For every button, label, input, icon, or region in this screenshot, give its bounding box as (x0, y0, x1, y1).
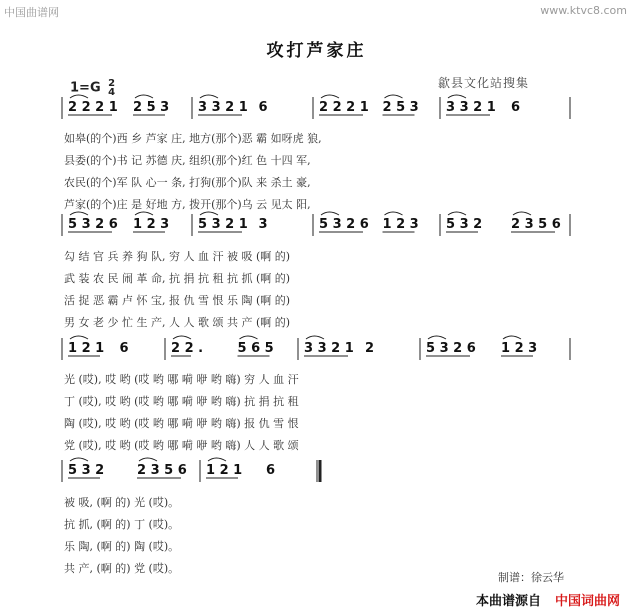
note-group: 6 (266, 463, 276, 478)
watermark-right: www.ktvc8.com (540, 4, 627, 17)
note-group: 6 (511, 100, 521, 115)
footer-site-name: 中国词曲网 (555, 594, 621, 609)
song-title: 攻打芦家庄 (266, 41, 367, 61)
slur (448, 95, 466, 98)
slur (428, 336, 446, 339)
lyric-line: 被 吸, (啊 的) 光 (哎)。 (64, 496, 180, 509)
note-group: 2 2 2 1 (319, 100, 369, 115)
slur (385, 95, 403, 98)
note-group: 5 3 2 (68, 463, 105, 478)
slur (208, 458, 226, 461)
note-group: 1 2 3 (382, 217, 419, 232)
note-group: 5 3 2 (446, 217, 483, 232)
slur (70, 212, 88, 215)
slur (385, 212, 403, 215)
lyric-line: 乐 陶, (啊 的) 陶 (哎)。 (64, 540, 180, 553)
note-group: 2 2 . (171, 341, 204, 356)
note-group: 3 (258, 217, 268, 232)
note-group: 3 3 2 1 (446, 100, 496, 115)
note-group: 2 (365, 341, 375, 356)
note-group: 2 3 5 6 (137, 463, 187, 478)
note-group: 1 2 1 (206, 463, 243, 478)
note-group: 2 5 3 (382, 100, 419, 115)
slur (200, 212, 218, 215)
note-group: 1 2 3 (133, 217, 170, 232)
slur (306, 336, 324, 339)
note-group: 1 2 3 (501, 341, 538, 356)
slur (240, 336, 258, 339)
note-group: 6 (258, 100, 268, 115)
note-group: 3 3 2 1 (304, 341, 354, 356)
lyric-line: 光 (哎), 哎 哟 (哎 哟 哪 嗬 咿 哟 嗨) 穷 人 血 汗 (64, 373, 299, 386)
slur (139, 458, 157, 461)
slur (321, 95, 339, 98)
note-group: 2 5 3 (133, 100, 170, 115)
slur (200, 95, 218, 98)
lyric-line: 抗 抓, (啊 的) 丁 (哎)。 (64, 518, 180, 531)
lyric-line: 县委(的个)书 记 苏德 庆, 组织(那个)红 色 十四 军, (64, 154, 311, 167)
note-group: 2 3 5 6 (511, 217, 561, 232)
lyric-line: 活 捉 恶 霸 卢 怀 宝, 报 仇 雪 恨 乐 陶 (啊 的) (64, 294, 291, 307)
slur (70, 95, 88, 98)
lyric-line: 丁 (哎), 哎 哟 (哎 哟 哪 嗬 咿 哟 嗨) 抗 捐 抗 租 (64, 395, 299, 408)
slur (173, 336, 191, 339)
slur (70, 336, 88, 339)
note-group: 6 (119, 341, 129, 356)
lyric-line: 党 (哎), 哎 哟 (哎 哟 哪 嗬 咿 哟 嗨) 人 人 歌 颂 (64, 439, 299, 452)
arranger-credit: 制谱：徐云华 (498, 571, 564, 584)
lyric-line: 如皋(的个)西 乡 芦家 庄, 地方(那个)恶 霸 如呀虎 狼, (64, 132, 322, 145)
note-group: 1 2 1 (68, 341, 105, 356)
time-numerator: 2 (108, 78, 116, 89)
source-credit: 歙县文化站搜集 (438, 76, 530, 90)
watermark-left: 中国曲谱网 (4, 6, 59, 19)
note-group: 5 3 2 1 (198, 217, 248, 232)
slur (70, 458, 88, 461)
lyric-line: 农民(的个)军 队 心一 条, 打狗(那个)队 来 杀土 豪, (64, 176, 311, 189)
note-group: 5 3 2 6 (426, 341, 476, 356)
note-group: 3 3 2 1 (198, 100, 248, 115)
slur (513, 212, 531, 215)
slur (503, 336, 521, 339)
time-denominator: 4 (108, 87, 116, 98)
footer-source-label: 本曲谱源自 (476, 594, 542, 609)
lyric-line: 男 女 老 少 忙 生 产, 人 人 歌 颂 共 产 (啊 的) (64, 316, 291, 329)
lyric-line: 陶 (哎), 哎 哟 (哎 哟 哪 嗬 咿 哟 嗨) 报 仇 雪 恨 (64, 417, 299, 430)
note-group: 2 2 2 1 (68, 100, 118, 115)
lyric-line: 武 装 农 民 闹 革 命, 抗 捐 抗 租 抗 抓 (啊 的) (64, 272, 291, 285)
note-group: 5 3 2 6 (319, 217, 369, 232)
lyric-line: 勾 结 官 兵 养 狗 队, 穷 人 血 汗 被 吸 (啊 的) (64, 250, 291, 263)
note-group: 5 6 5 (237, 341, 274, 356)
lyric-line: 共 产, (啊 的) 党 (哎)。 (64, 562, 180, 575)
slur (135, 212, 153, 215)
key-text: 1=G (70, 80, 101, 96)
slur (321, 212, 339, 215)
lyric-line: 芦家(的个)庄 是 好地 方, 拨开(那个)乌 云 见太 阳, (64, 198, 311, 211)
slur (448, 212, 466, 215)
note-group: 5 3 2 6 (68, 217, 118, 232)
slur (135, 95, 153, 98)
